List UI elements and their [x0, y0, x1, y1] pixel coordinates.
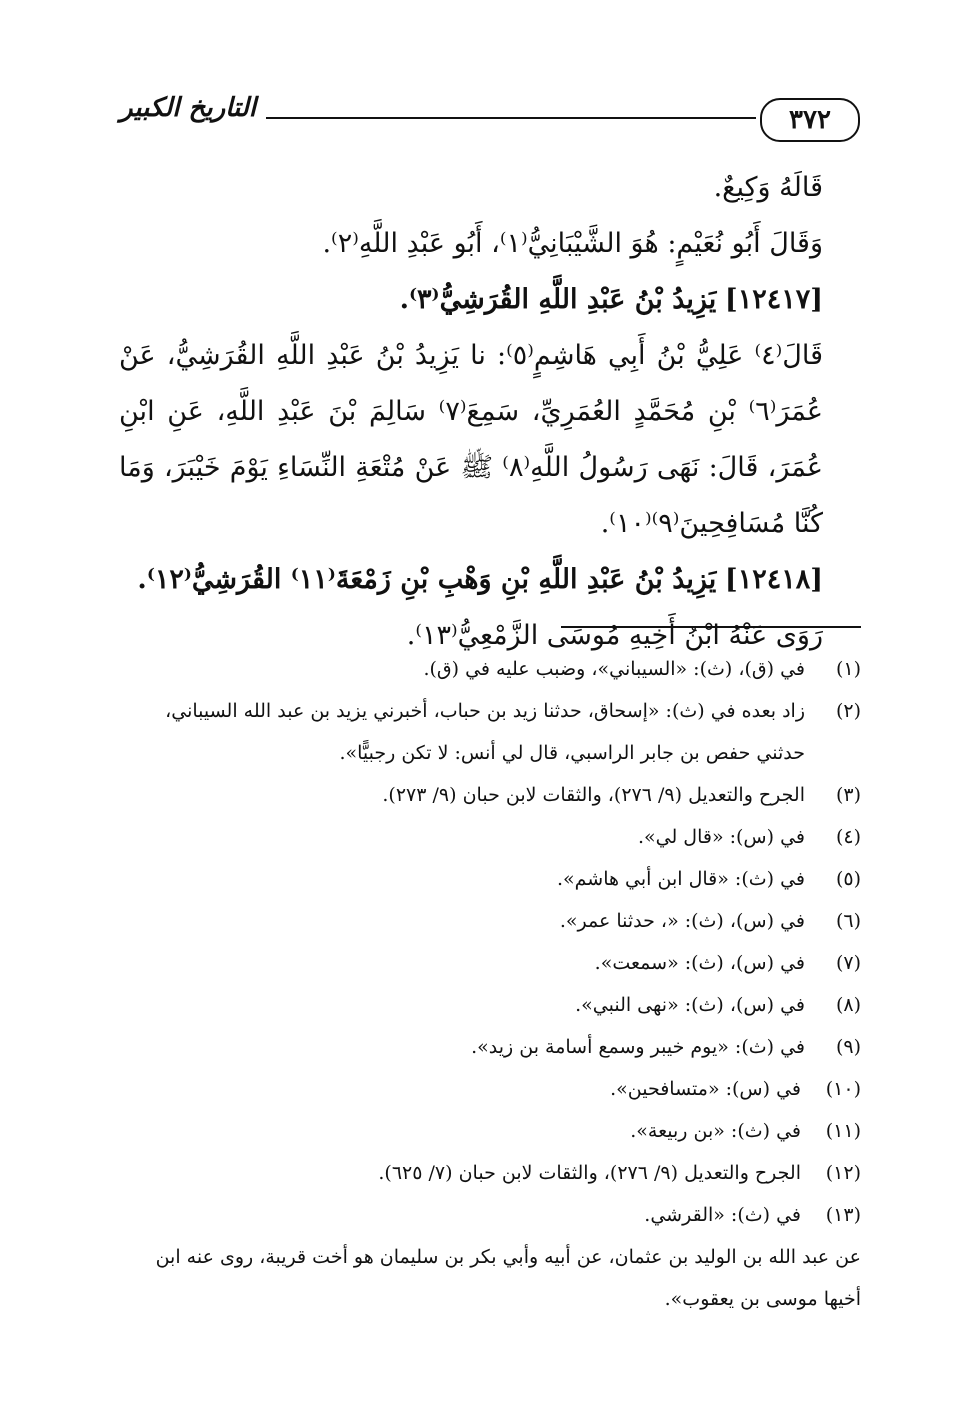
page-number: ٣٧٢: [760, 98, 860, 142]
entry-heading-12418: [119, 552, 861, 608]
footnote-number: (٩): [835, 1036, 861, 1058]
page-header: [118, 88, 860, 152]
footnote-number: (١): [835, 658, 861, 680]
text-line: قَالَهُ وَكِيعٌ.: [713, 172, 823, 203]
footnote-text: زاد بعده في (ث): «إسحاق، حدثنا زيد بن حباب، أخبرني يزيد بن عبد الله السيباني، حدثني حفص بن جابر الراسبي، قال لي أنس: لا تكن رجبيًّا».: [165, 700, 805, 764]
footnote: [119, 1026, 861, 1068]
footnote: [119, 984, 861, 1026]
footnotes: [119, 648, 861, 1320]
footnote-number: (١٠): [825, 1078, 861, 1100]
footnote-text: في (س)، (ث): «نهى النبي».: [575, 994, 805, 1016]
footnote-text: في (ث): «يوم خيبر وسمع أسامة بن زيد».: [471, 1036, 805, 1058]
footnote-text: في (ث): «القرشي.: [644, 1204, 801, 1226]
footnote: [119, 690, 861, 774]
footnote-text: في (ث): «قال ابن أبي هاشم».: [556, 868, 805, 890]
footnote: [119, 816, 861, 858]
book-title: التاريخ الكبير: [119, 93, 257, 123]
footnote: [119, 900, 861, 942]
footnote-number: (٧): [835, 952, 861, 974]
footnote-text: في (ق)، (ث): «السيباني»، وضبب عليه في (ق).: [423, 658, 805, 680]
entry-number: [١٢٤١٧]: [724, 284, 823, 315]
footnote-number: (٥): [835, 868, 861, 890]
entry-name: يَزِيدُ بْنُ عَبْدِ اللَّهِ القُرَشِيُّ⁽٣⁾.: [399, 284, 717, 315]
entry-body-12418: رَوَى عَنْهُ ابْنُ أَخِيهِ مُوسَى الزَّمْعِيُّ⁽١٣⁾.: [406, 620, 823, 651]
footnote-continuation: عن عبد الله بن الوليد بن عثمان، عن أبيه وأبي بكر بن سليمان هو أخت قريبة، روى عنه ابن أخيها موسى بن يعقوب».: [155, 1246, 861, 1310]
footnote: [119, 774, 861, 816]
footnote: [119, 1110, 861, 1152]
entry-number: [١٢٤١٨]: [724, 564, 823, 595]
main-text: [119, 160, 861, 664]
footnote-number: (٤): [835, 826, 861, 848]
footnote-number: (١٢): [825, 1162, 861, 1184]
footnote: [119, 942, 861, 984]
footnote-number: (٨): [835, 994, 861, 1016]
footnote-separator: [561, 626, 861, 628]
footnote-number: (١١): [825, 1120, 861, 1142]
footnote-text: في (س)، (ث): «سمعت».: [594, 952, 805, 974]
text-line: وَقَالَ أَبُو نُعَيْمٍ: هُوَ الشَّيْبَانِيُّ⁽١⁾، أَبُو عَبْدِ اللَّهِ⁽٢⁾.: [322, 228, 823, 259]
footnote-number: (٢): [835, 700, 861, 722]
footnote-text: في (س): «قال لي».: [637, 826, 805, 848]
header-rule: [266, 117, 756, 119]
footnote-text: في (س)، (ث): «، حدثنا عمر».: [559, 910, 805, 932]
footnote: [119, 1194, 861, 1236]
entry-body-12417: قَالَ⁽٤⁾ عَلِيُّ بْنُ أَبِي هَاشِمٍ⁽٥⁾: نا يَزِيدُ بْنُ عَبْدِ اللَّهِ القُرَشِيُّ، عَنْ عُمَرَ⁽٦⁾ بْنِ مُحَمَّدٍ العُمَرِيِّ، سَمِعَ⁽٧⁾ سَالِمَ بْنَ عَبْدِ اللَّهِ، عَنِ ابْنِ عُمَرَ، قَالَ: نَهَى رَسُولُ اللَّهِ⁽٨⁾ ﷺ عَنْ مُتْعَةِ النِّسَاءِ يَوْمَ خَيْبَرَ، وَمَا كُنَّا مُسَافِحِينَ⁽٩⁾⁽١٠⁾.: [119, 340, 824, 539]
entry-name: يَزِيدُ بْنُ عَبْدِ اللَّهِ بْنِ وَهْبِ بْنِ زَمْعَةَ⁽١١⁾ القُرَشِيُّ⁽١٢⁾.: [137, 564, 717, 595]
footnote-text: الجرح والتعديل (٩/ ٢٧٦)، والثقات لابن حبان (٩/ ٢٧٣).: [382, 784, 805, 806]
footnote: [119, 1068, 861, 1110]
footnote-text: الجرح والتعديل (٩/ ٢٧٦)، والثقات لابن حبان (٧/ ٦٢٥).: [378, 1162, 801, 1184]
footnote-number: (٦): [835, 910, 861, 932]
footnote-text: في (ث): «بن ربيعة».: [630, 1120, 801, 1142]
footnote-number: (٣): [835, 784, 861, 806]
footnote-text: في (س): «متسافحين».: [610, 1078, 801, 1100]
footnote: [119, 1152, 861, 1194]
entry-heading-12417: [119, 272, 861, 328]
footnote-number: (١٣): [825, 1204, 861, 1226]
footnote: [119, 648, 861, 690]
footnote: [119, 858, 861, 900]
